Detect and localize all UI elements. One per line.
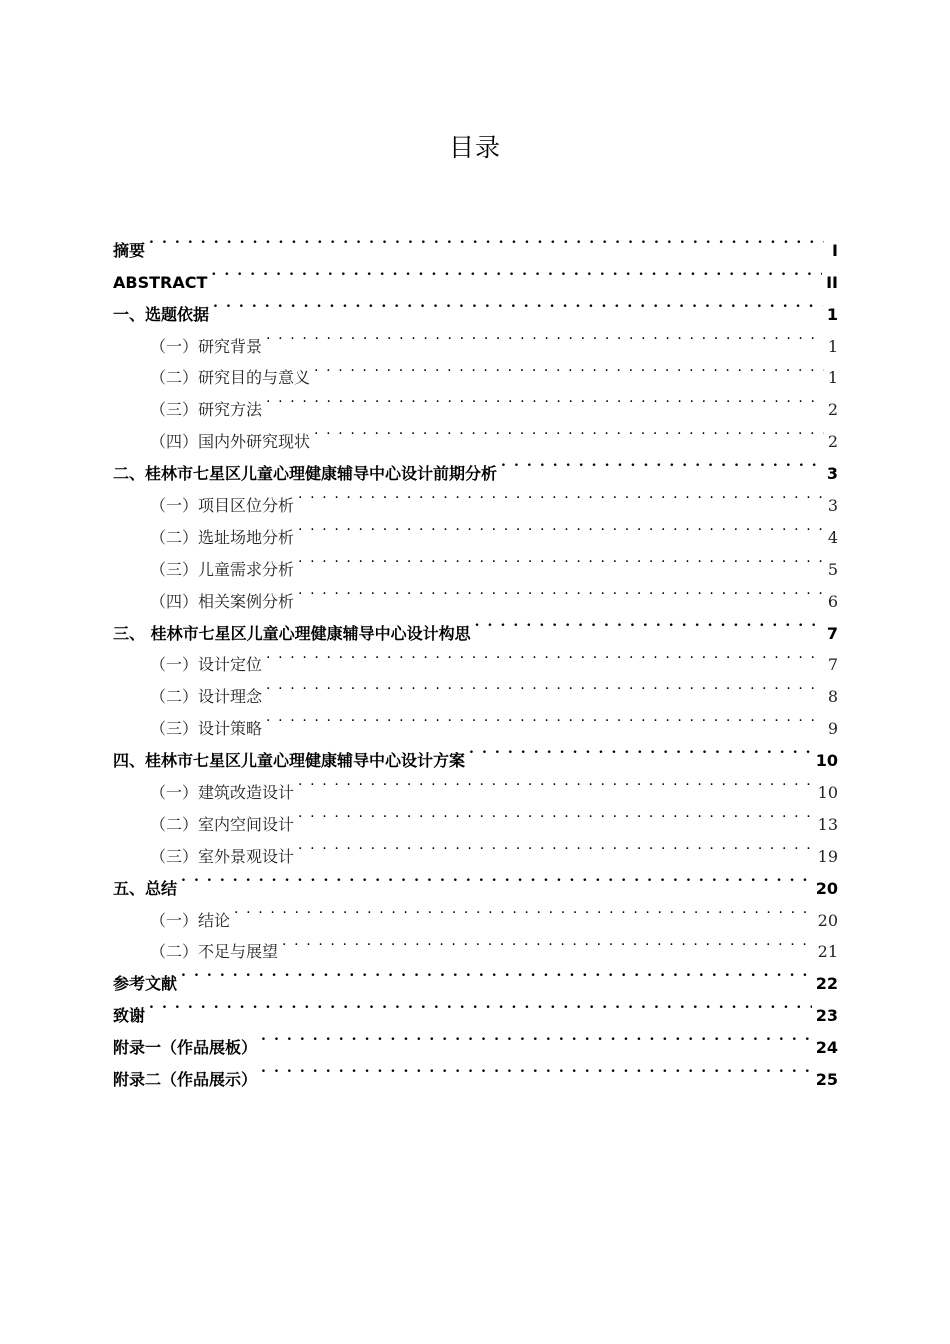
dot-leader [266, 670, 824, 702]
toc-entry-label: （二）选址场地分析 [150, 527, 295, 547]
toc-entry-label: （一）项目区位分析 [150, 496, 295, 516]
toc-entry[interactable] [113, 989, 838, 1026]
toc-page-number: 1 [827, 336, 838, 356]
toc-page-number: 20 [815, 878, 838, 898]
dot-leader [475, 607, 823, 639]
toc-page-number: 3 [826, 464, 838, 484]
toc-page-number: I [832, 240, 838, 260]
toc-entry-label: （一）建筑改造设计 [150, 783, 295, 803]
dot-leader [298, 766, 814, 798]
toc-entry-label: 一、选题依据 [113, 304, 210, 324]
toc-entry-label: （三）研究方法 [150, 400, 263, 420]
toc-entry[interactable] [113, 1021, 838, 1058]
dot-leader [266, 320, 824, 352]
toc-page-number: 19 [817, 846, 838, 866]
toc-entry[interactable] [113, 256, 838, 292]
toc-entry-label: 致谢 [113, 1006, 146, 1026]
toc-entry-label: 附录二（作品展示） [113, 1070, 258, 1090]
toc-entry-label: （二）研究目的与意义 [150, 368, 311, 388]
dot-leader [149, 224, 824, 256]
toc-entry-label: （三）儿童需求分析 [150, 559, 295, 579]
toc-subentry[interactable] [113, 320, 838, 356]
toc-page-number: 10 [817, 783, 838, 803]
toc-page-number: 21 [817, 942, 838, 962]
dot-leader [298, 575, 824, 607]
dot-leader [298, 479, 824, 511]
toc-page-number: II [826, 272, 838, 292]
toc-page-number: 3 [827, 496, 838, 516]
toc-entry-label: （三）设计策略 [150, 719, 263, 739]
toc-entry-label: 附录一（作品展板） [113, 1038, 258, 1058]
dot-leader [298, 798, 814, 830]
table-of-contents [113, 224, 838, 1090]
toc-entry-label: （二）室内空间设计 [150, 814, 295, 834]
toc-page-number: 2 [827, 400, 838, 420]
toc-entry-label: ABSTRACT [113, 272, 208, 292]
toc-page-number: 22 [815, 974, 838, 994]
toc-entry-label: （二）不足与展望 [150, 942, 279, 962]
dot-leader [266, 702, 824, 734]
toc-entry[interactable] [113, 862, 838, 898]
toc-entry-label: （四）相关案例分析 [150, 591, 295, 611]
toc-entry[interactable] [113, 957, 838, 994]
toc-page-number: 6 [827, 591, 838, 611]
toc-page-number: 5 [827, 559, 838, 579]
dot-leader [149, 989, 812, 1021]
toc-page-number: 9 [827, 719, 838, 739]
dot-leader [298, 511, 824, 543]
toc-entry[interactable] [113, 288, 838, 324]
toc-entry-label: （二）设计理念 [150, 687, 263, 707]
toc-subentry[interactable] [113, 894, 838, 930]
toc-page-number: 20 [817, 910, 838, 930]
toc-page-number: 7 [827, 655, 838, 675]
dot-leader [266, 383, 824, 415]
toc-entry-label: 五、总结 [113, 878, 178, 898]
toc-page-number: 4 [827, 527, 838, 547]
dot-leader [213, 288, 823, 320]
toc-entry-label: （四）国内外研究现状 [150, 432, 311, 452]
toc-page-number: 1 [826, 304, 838, 324]
toc-page-number: 23 [815, 1006, 838, 1026]
dot-leader [314, 352, 824, 384]
toc-page-number: 10 [815, 751, 838, 771]
toc-entry-label: （一）结论 [150, 910, 231, 930]
toc-page-number: 1 [827, 368, 838, 388]
toc-entry-label: 二、桂林市七星区儿童心理健康辅导中心设计前期分析 [113, 464, 498, 484]
dot-leader [261, 1053, 812, 1085]
dot-leader [181, 957, 812, 989]
toc-entry-label: 三、 桂林市七星区儿童心理健康辅导中心设计构思 [113, 623, 471, 643]
dot-leader [501, 447, 823, 479]
dot-leader [261, 1021, 812, 1053]
toc-page-number: 24 [815, 1038, 838, 1058]
toc-page-number: 25 [815, 1070, 838, 1090]
toc-entry-label: （三）室外景观设计 [150, 846, 295, 866]
dot-leader [266, 639, 824, 671]
toc-entry-label: 摘要 [113, 240, 146, 260]
toc-entry-label: （一）研究背景 [150, 336, 263, 356]
toc-page-number: 2 [827, 432, 838, 452]
toc-page-number: 13 [817, 814, 838, 834]
toc-entry[interactable] [113, 224, 838, 260]
dot-leader [211, 256, 822, 288]
toc-page-number: 7 [826, 623, 838, 643]
toc-entry-label: 参考文献 [113, 974, 178, 994]
toc-entry-label: 四、桂林市七星区儿童心理健康辅导中心设计方案 [113, 751, 466, 771]
toc-page-number: 8 [827, 687, 838, 707]
page-title: 目录 [448, 133, 501, 162]
dot-leader [314, 415, 824, 447]
dot-leader [469, 734, 812, 766]
dot-leader [298, 543, 824, 575]
dot-leader [234, 894, 814, 926]
dot-leader [282, 926, 814, 958]
toc-entry-label: （一）设计定位 [150, 655, 263, 675]
dot-leader [181, 862, 812, 894]
dot-leader [298, 830, 814, 862]
